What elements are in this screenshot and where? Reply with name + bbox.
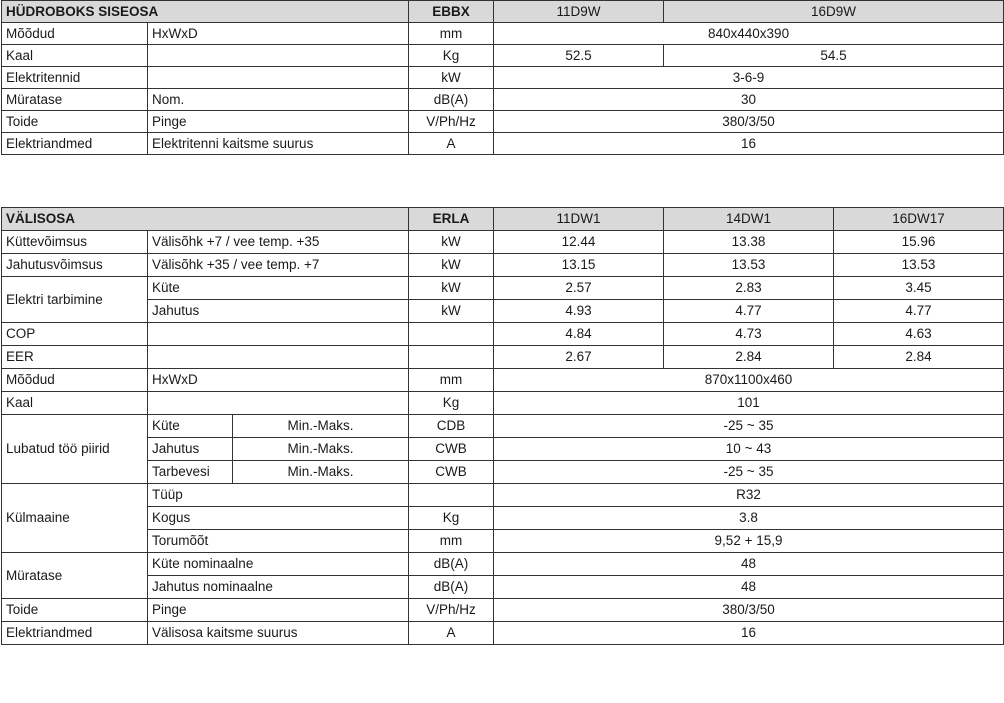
row-param: Nom. <box>148 89 409 111</box>
table-row <box>2 530 1004 553</box>
row-value: R32 <box>494 484 1004 507</box>
row-name: Lubatud töö piirid <box>2 415 148 484</box>
row-unit: dB(A) <box>409 89 494 111</box>
row-value: 16 <box>494 133 1004 155</box>
row-name: Toide <box>2 599 148 622</box>
row-name: Elektritennid <box>2 67 148 89</box>
row-unit: A <box>409 622 494 645</box>
row-value: 54.5 <box>664 45 1004 67</box>
table-row <box>2 438 1004 461</box>
row-value: 3.8 <box>494 507 1004 530</box>
row-value: 9,52 + 15,9 <box>494 530 1004 553</box>
row-param <box>148 346 409 369</box>
row-param: Pinge <box>148 599 409 622</box>
row-value: 2.84 <box>834 346 1004 369</box>
table-row <box>2 415 1004 438</box>
table-row <box>2 507 1004 530</box>
table-row <box>2 300 1004 323</box>
row-value: 380/3/50 <box>494 111 1004 133</box>
table-row <box>2 484 1004 507</box>
table-row <box>2 346 1004 369</box>
row-name: Kaal <box>2 45 148 67</box>
row-name: Külmaaine <box>2 484 148 553</box>
row-unit: kW <box>409 277 494 300</box>
row-value: 4.77 <box>834 300 1004 323</box>
table-header-row <box>2 208 1004 231</box>
row-value: 380/3/50 <box>494 599 1004 622</box>
row-unit <box>409 484 494 507</box>
row-value: 2.57 <box>494 277 664 300</box>
row-value: 15.96 <box>834 231 1004 254</box>
row-unit: mm <box>409 369 494 392</box>
row-param: Välisosa kaitsme suurus <box>148 622 409 645</box>
row-unit: V/Ph/Hz <box>409 599 494 622</box>
row-param: HxWxD <box>148 23 409 45</box>
row-range: Min.-Maks. <box>233 438 409 461</box>
row-param: Välisõhk +7 / vee temp. +35 <box>148 231 409 254</box>
row-range: Min.-Maks. <box>233 415 409 438</box>
table-row <box>2 133 1004 155</box>
row-name: COP <box>2 323 148 346</box>
row-param: Tüüp <box>148 484 409 507</box>
row-value: 52.5 <box>494 45 664 67</box>
row-unit: kW <box>409 254 494 277</box>
table-row <box>2 277 1004 300</box>
section-title: VÄLISOSA <box>2 208 409 231</box>
model-name: 16D9W <box>664 1 1004 23</box>
table-row <box>2 45 1004 67</box>
outdoor-unit-table <box>1 207 1004 645</box>
row-value: 2.83 <box>664 277 834 300</box>
table-row <box>2 111 1004 133</box>
section-title: HÜDROBOKS SISEOSA <box>2 1 409 23</box>
row-value: 12.44 <box>494 231 664 254</box>
row-param: Pinge <box>148 111 409 133</box>
table-row <box>2 67 1004 89</box>
row-range: Min.-Maks. <box>233 461 409 484</box>
row-unit: Kg <box>409 45 494 67</box>
row-name: Elektri tarbimine <box>2 277 148 323</box>
row-value: 4.77 <box>664 300 834 323</box>
row-name: Elektriandmed <box>2 622 148 645</box>
table-row <box>2 23 1004 45</box>
row-param <box>148 323 409 346</box>
row-value: 840x440x390 <box>494 23 1004 45</box>
model-name: 14DW1 <box>664 208 834 231</box>
row-unit: V/Ph/Hz <box>409 111 494 133</box>
row-name: Küttevõimsus <box>2 231 148 254</box>
row-param: Jahutus <box>148 300 409 323</box>
row-param: Torumõõt <box>148 530 409 553</box>
table-row <box>2 323 1004 346</box>
row-value: 3-6-9 <box>494 67 1004 89</box>
row-unit <box>409 346 494 369</box>
row-param: Välisõhk +35 / vee temp. +7 <box>148 254 409 277</box>
row-param: HxWxD <box>148 369 409 392</box>
table-row <box>2 254 1004 277</box>
row-mode: Jahutus <box>148 438 233 461</box>
row-name: Kaal <box>2 392 148 415</box>
row-name: EER <box>2 346 148 369</box>
row-name: Mõõdud <box>2 23 148 45</box>
row-param: Elektritenni kaitsme suurus <box>148 133 409 155</box>
row-value: 48 <box>494 553 1004 576</box>
table-row <box>2 576 1004 599</box>
row-unit: mm <box>409 530 494 553</box>
row-value: 4.84 <box>494 323 664 346</box>
row-unit: dB(A) <box>409 553 494 576</box>
row-unit: CDB <box>409 415 494 438</box>
row-value: 3.45 <box>834 277 1004 300</box>
table-row <box>2 553 1004 576</box>
indoor-unit-table <box>1 0 1004 155</box>
table-row <box>2 369 1004 392</box>
row-unit: dB(A) <box>409 576 494 599</box>
row-mode: Tarbevesi <box>148 461 233 484</box>
row-unit: CWB <box>409 461 494 484</box>
row-value: 30 <box>494 89 1004 111</box>
row-unit: kW <box>409 300 494 323</box>
row-param: Jahutus nominaalne <box>148 576 409 599</box>
row-value: 4.73 <box>664 323 834 346</box>
row-value: 13.53 <box>664 254 834 277</box>
row-value: 4.63 <box>834 323 1004 346</box>
row-name: Mõõdud <box>2 369 148 392</box>
row-param: Küte <box>148 277 409 300</box>
row-name: Müratase <box>2 553 148 599</box>
row-value: 870x1100x460 <box>494 369 1004 392</box>
table-row <box>2 392 1004 415</box>
row-value: 13.53 <box>834 254 1004 277</box>
row-value: 2.67 <box>494 346 664 369</box>
row-unit: kW <box>409 67 494 89</box>
model-name: 11DW1 <box>494 208 664 231</box>
row-param <box>148 45 409 67</box>
row-value: 10 ~ 43 <box>494 438 1004 461</box>
table-row <box>2 622 1004 645</box>
row-unit: A <box>409 133 494 155</box>
model-name: 11D9W <box>494 1 664 23</box>
row-value: 48 <box>494 576 1004 599</box>
table-row <box>2 599 1004 622</box>
row-name: Müratase <box>2 89 148 111</box>
row-param <box>148 392 409 415</box>
row-value: 4.93 <box>494 300 664 323</box>
row-param: Küte nominaalne <box>148 553 409 576</box>
row-value: -25 ~ 35 <box>494 415 1004 438</box>
row-mode: Küte <box>148 415 233 438</box>
row-unit: mm <box>409 23 494 45</box>
row-unit: CWB <box>409 438 494 461</box>
row-name: Toide <box>2 111 148 133</box>
table-header-row <box>2 1 1004 23</box>
table-row <box>2 461 1004 484</box>
row-name: Elektriandmed <box>2 133 148 155</box>
row-value: 16 <box>494 622 1004 645</box>
table-row <box>2 89 1004 111</box>
row-name: Jahutusvõimsus <box>2 254 148 277</box>
row-value: 101 <box>494 392 1004 415</box>
row-param: Kogus <box>148 507 409 530</box>
table-row <box>2 231 1004 254</box>
row-value: 13.15 <box>494 254 664 277</box>
row-unit <box>409 323 494 346</box>
series-name: EBBX <box>409 1 494 23</box>
series-name: ERLA <box>409 208 494 231</box>
row-value: 2.84 <box>664 346 834 369</box>
row-unit: Kg <box>409 507 494 530</box>
row-value: 13.38 <box>664 231 834 254</box>
row-param <box>148 67 409 89</box>
row-unit: kW <box>409 231 494 254</box>
row-value: -25 ~ 35 <box>494 461 1004 484</box>
model-name: 16DW17 <box>834 208 1004 231</box>
row-unit: Kg <box>409 392 494 415</box>
